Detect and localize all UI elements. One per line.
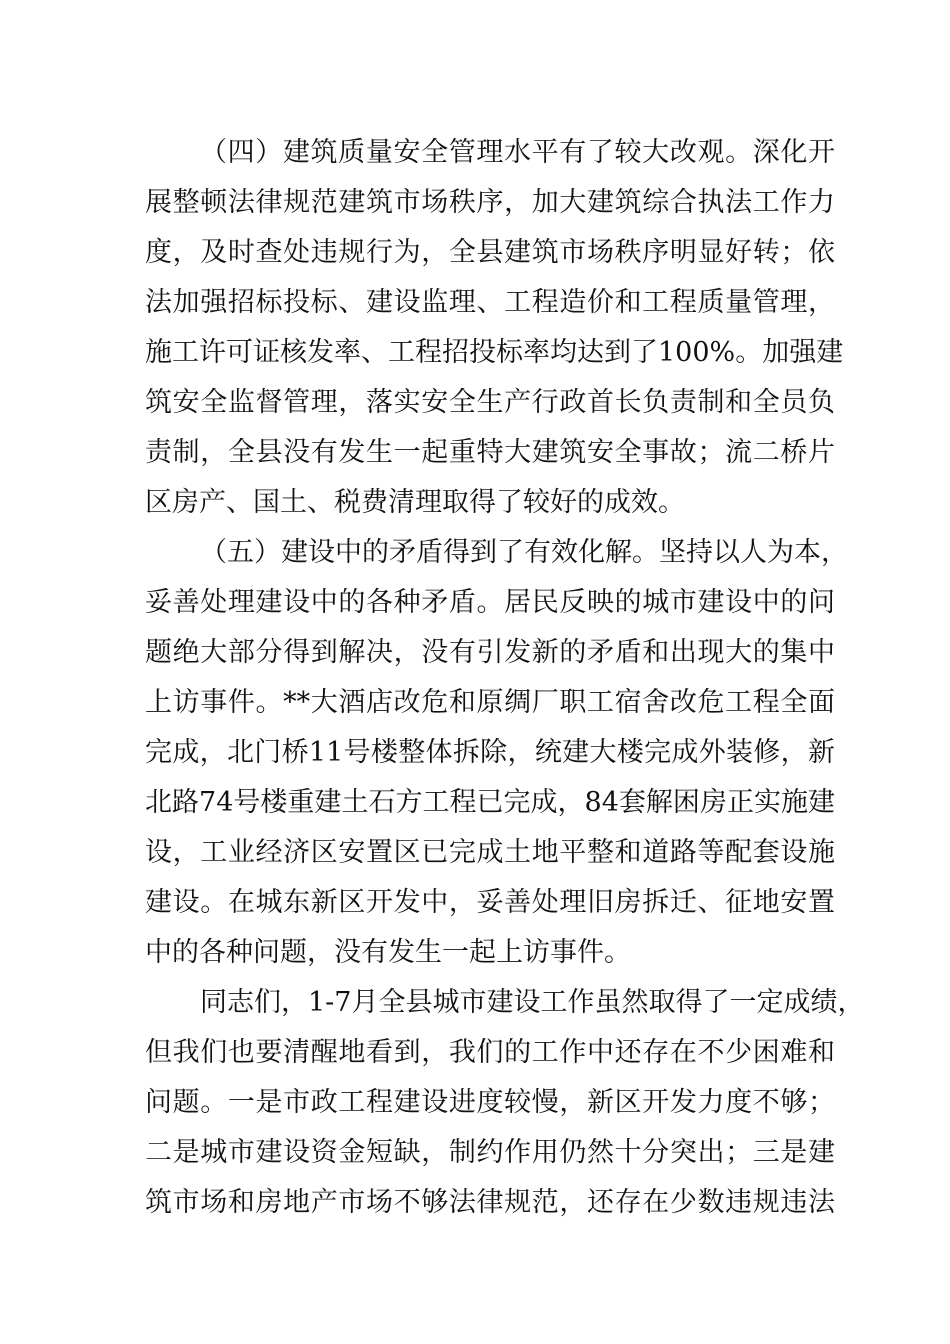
- paragraph-6-line-2: 但我们也要清醒地看到，我们的工作中还存在不少困难和: [145, 1037, 835, 1068]
- paragraph-4-line-6: 筑安全监督管理，落实安全生产行政首长负责制和全员负: [145, 387, 835, 418]
- paragraph-5-line-7: 设，工业经济区安置区已完成土地平整和道路等配套设施: [145, 837, 835, 868]
- paragraph-5-line-3: 题绝大部分得到解决，没有引发新的矛盾和出现大的集中: [145, 637, 835, 668]
- paragraph-5-line-1: （五）建设中的矛盾得到了有效化解。坚持以人为本，: [200, 537, 848, 568]
- paragraph-5-line-4: 上访事件。**大酒店改危和原绸厂职工宿舍改危工程全面: [145, 687, 835, 718]
- paragraph-4-line-2: 展整顿法律规范建筑市场秩序，加大建筑综合执法工作力: [145, 187, 835, 218]
- paragraph-5-line-2: 妥善处理建设中的各种矛盾。居民反映的城市建设中的问: [145, 587, 835, 618]
- paragraph-6-line-4: 二是城市建设资金短缺，制约作用仍然十分突出；三是建: [145, 1137, 835, 1168]
- paragraph-6-line-5: 筑市场和房地产市场不够法律规范，还存在少数违规违法: [145, 1187, 835, 1218]
- paragraph-4-line-7: 责制，全县没有发生一起重特大建筑安全事故；流二桥片: [145, 437, 835, 468]
- paragraph-5-line-5: 完成，北门桥11号楼整体拆除，统建大楼完成外装修，新: [145, 737, 835, 768]
- paragraph-4-line-5: 施工许可证核发率、工程招投标率均达到了100%。加强建: [145, 337, 844, 368]
- paragraph-5-line-8: 建设。在城东新区开发中，妥善处理旧房拆迁、征地安置: [145, 887, 835, 918]
- paragraph-5-line-6: 北路74号楼重建土石方工程已完成，84套解困房正实施建: [145, 787, 835, 818]
- paragraph-4-line-1: （四）建筑质量安全管理水平有了较大改观。深化开: [200, 137, 835, 168]
- paragraph-5-line-9: 中的各种问题，没有发生一起上访事件。: [145, 937, 631, 968]
- paragraph-6-line-3: 问题。一是市政工程建设进度较慢，新区开发力度不够；: [145, 1087, 835, 1118]
- paragraph-4-line-3: 度，及时查处违规行为，全县建筑市场秩序明显好转；依: [145, 237, 835, 268]
- paragraph-6-line-1: 同志们，1-7月全县城市建设工作虽然取得了一定成绩，: [200, 987, 865, 1018]
- paragraph-4-line-8: 区房产、国土、税费清理取得了较好的成效。: [145, 487, 685, 518]
- paragraph-4-line-4: 法加强招标投标、建设监理、工程造价和工程质量管理，: [145, 287, 835, 318]
